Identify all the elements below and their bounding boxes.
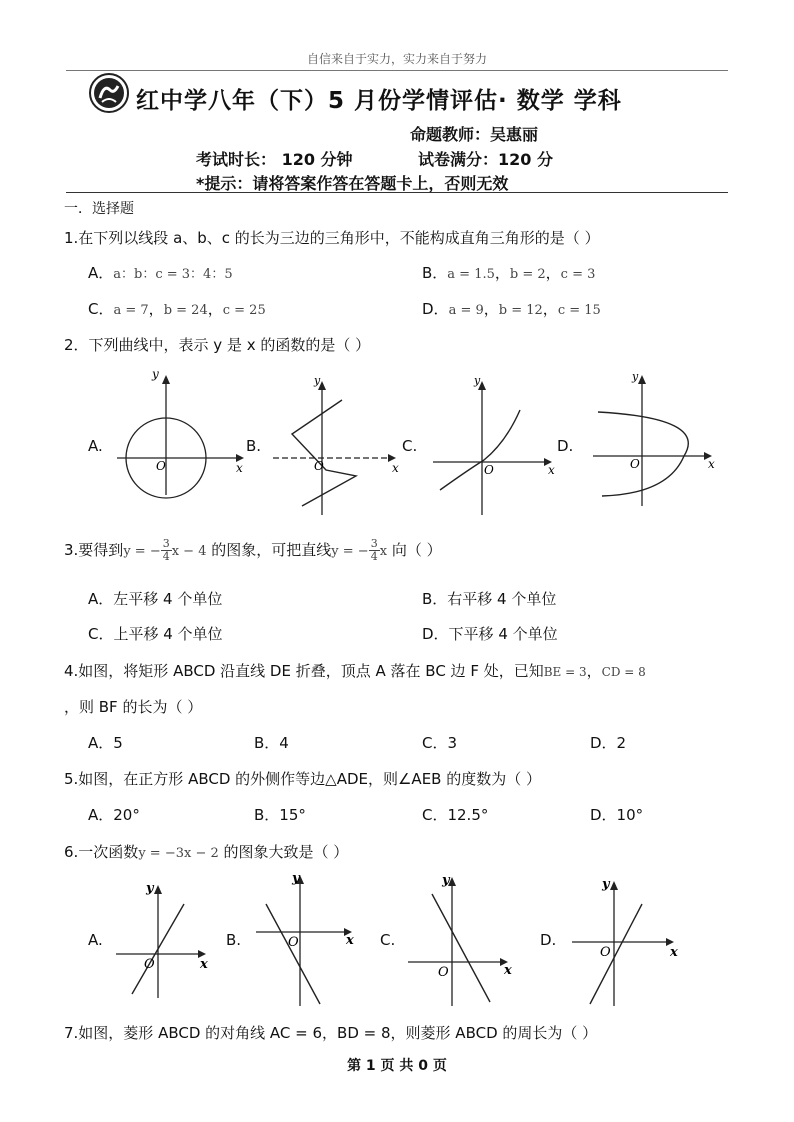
- q4-option-d[interactable]: D．2: [590, 734, 627, 752]
- q3-f2-pre: y = −: [331, 544, 369, 559]
- q2a-x-label: x: [236, 461, 243, 475]
- q5-option-c[interactable]: C．12.5°: [422, 806, 489, 824]
- q1-stem: 1.在下列以线段 a、b、c 的长为三边的三角形中，不能构成直角三角形的是（ ）: [64, 229, 600, 247]
- header-rule: [66, 70, 728, 71]
- q1-c-label: C．: [88, 300, 114, 318]
- q1-d-sep2: ，: [542, 300, 558, 318]
- q3-option-a[interactable]: A．左平移 4 个单位: [88, 590, 223, 608]
- tip: *提示：请将答案作答在答题卡上，否则无效: [196, 174, 509, 193]
- q2b-y-label: y: [314, 374, 321, 387]
- q6-graph-a: [112, 876, 216, 1000]
- q1-b-label: B．: [422, 264, 448, 282]
- q6b-x-label: x: [346, 933, 354, 948]
- header-divider: [66, 192, 728, 193]
- q2-graph-c-curve: [428, 370, 564, 518]
- q3-f1-pre: y = −: [123, 544, 161, 559]
- q1-b-a: a = 1.5: [447, 267, 495, 282]
- q1-option-b[interactable]: [422, 262, 595, 283]
- q2-label-a[interactable]: A.: [88, 437, 103, 455]
- q3-option-c[interactable]: C．上平移 4 个单位: [88, 625, 223, 643]
- q6-graph-b: [252, 870, 364, 1010]
- q6-graph-c: [404, 870, 520, 1010]
- q3-f2-frac: [369, 538, 380, 563]
- motto: 自信来自于实力，实力来自于努力: [306, 52, 487, 66]
- q2b-x-label: x: [392, 461, 399, 475]
- q1-option-d[interactable]: [422, 298, 601, 319]
- q1-d-sep1: ，: [483, 300, 499, 318]
- q1-c-b: b = 24: [163, 303, 208, 318]
- q1-c-sep1: ，: [148, 300, 164, 318]
- q1-c-sep2: ，: [207, 300, 223, 318]
- q6d-origin: O: [600, 945, 611, 960]
- q6a-x-label: x: [200, 957, 208, 972]
- q5-option-a[interactable]: A．20°: [88, 806, 140, 824]
- q3-stem: [64, 538, 442, 563]
- q2a-y-label: y: [152, 370, 159, 381]
- q2-stem: 2．下列曲线中，表示 y 是 x 的函数的是（ ）: [64, 336, 371, 354]
- q6c-origin: O: [438, 965, 449, 980]
- q3-f2-num: 3: [370, 537, 378, 550]
- q2c-origin: O: [484, 463, 494, 477]
- q4-stem-line2: ，则 BF 的长为（ ）: [64, 698, 203, 716]
- q6-pre: 6.一次函数: [64, 843, 139, 861]
- teacher-line: 命题教师：吴惠丽: [410, 125, 539, 144]
- q2-graph-a-circle: [112, 370, 252, 500]
- q4-option-b[interactable]: B．4: [254, 734, 289, 752]
- q1-option-a[interactable]: [88, 262, 233, 283]
- q3-mid: 的图象，可把直线: [211, 541, 332, 559]
- q3-f1-num: 3: [162, 537, 170, 550]
- q6-graph-d: [566, 874, 682, 1010]
- q6-label-c[interactable]: C.: [380, 931, 396, 949]
- q2-label-c[interactable]: C.: [402, 437, 418, 455]
- q2c-y-label: y: [474, 374, 481, 387]
- q6c-y-label: y: [442, 873, 450, 888]
- q2b-origin: O: [314, 459, 324, 473]
- q1-b-b: b = 2: [509, 267, 546, 282]
- q3-f1-post: x − 4: [171, 544, 207, 559]
- q2d-x-label: x: [708, 457, 715, 471]
- q3-post: 向（ ）: [391, 541, 442, 559]
- q4-option-a[interactable]: A．5: [88, 734, 123, 752]
- q3-f2-post: x: [379, 544, 388, 559]
- q2-label-b[interactable]: B.: [246, 437, 262, 455]
- q2d-origin: O: [630, 457, 640, 471]
- q2-graph-d-parabola: [588, 370, 724, 510]
- q1-a-math: a：b：c = 3：4：5: [113, 267, 233, 282]
- q1-option-c[interactable]: [88, 298, 266, 319]
- section-title: 一．选择题: [64, 201, 134, 217]
- q1-d-c: c = 15: [557, 303, 601, 318]
- q4-stem-text: 4.如图，将矩形 ABCD 沿直线 DE 折叠，顶点 A 落在 BC 边 F 处，已知: [64, 662, 544, 680]
- q1-b-c: c = 3: [560, 267, 596, 282]
- q5-stem: 5.如图，在正方形 ABCD 的外侧作等边△ADE，则∠AEB 的度数为（ ）: [64, 770, 541, 788]
- q1-c-a: a = 7: [113, 303, 149, 318]
- q7-stem: 7.如图，菱形 ABCD 的对角线 AC = 6，BD = 8，则菱形 ABCD 的周长为（ ）: [64, 1024, 598, 1042]
- q1-b-sep1: ，: [494, 264, 510, 282]
- q6a-y-label: y: [146, 881, 154, 896]
- q6-label-a[interactable]: A.: [88, 931, 103, 949]
- q4-be: BE = 3: [543, 665, 587, 679]
- q6b-origin: O: [288, 935, 299, 950]
- page-title: 红中学八年（下）5 月份学情评估· 数学 学科: [136, 88, 622, 114]
- q6-post: 的图象大致是（ ）: [223, 843, 349, 861]
- q6-func: y = −3x − 2: [138, 846, 219, 861]
- q6b-y-label: y: [292, 871, 300, 886]
- school-logo: [88, 72, 130, 114]
- q1-b-sep2: ，: [545, 264, 561, 282]
- q6d-y-label: y: [602, 877, 610, 892]
- q6a-origin: O: [144, 957, 155, 972]
- q1-c-c: c = 25: [222, 303, 266, 318]
- q6c-x-label: x: [504, 963, 512, 978]
- duration: 考试时长： 120 分钟: [196, 150, 353, 169]
- q3-f1-den: 4: [162, 550, 170, 563]
- q3-f1-frac: [161, 538, 172, 563]
- q2c-x-label: x: [548, 463, 555, 477]
- q6-label-b[interactable]: B.: [226, 931, 242, 949]
- q4-stem: [64, 660, 646, 681]
- q5-option-d[interactable]: D．10°: [590, 806, 644, 824]
- q6-label-d[interactable]: D.: [540, 931, 557, 949]
- q2d-y-label: y: [632, 370, 639, 383]
- q5-option-b[interactable]: B．15°: [254, 806, 306, 824]
- q3-option-b[interactable]: B．右平移 4 个单位: [422, 590, 557, 608]
- q6-stem: [64, 841, 348, 862]
- q1-d-b: b = 12: [498, 303, 543, 318]
- q3-f2-den: 4: [370, 550, 378, 563]
- page-footer: 第 1 页 共 0 页: [347, 1058, 447, 1074]
- q1-d-a: a = 9: [448, 303, 484, 318]
- q2-label-d[interactable]: D.: [557, 437, 574, 455]
- q4-comma: ，: [586, 662, 602, 680]
- q4-option-c[interactable]: C．3: [422, 734, 458, 752]
- q4-cd: CD = 8: [601, 665, 646, 679]
- q2a-origin: O: [156, 459, 166, 473]
- full-score: 试卷满分：120 分: [418, 150, 553, 169]
- q1-d-label: D．: [422, 300, 449, 318]
- q3-pre: 3.要得到: [64, 541, 124, 559]
- q6d-x-label: x: [670, 945, 678, 960]
- q2-graph-b-zigzag: [268, 370, 408, 518]
- q3-option-d[interactable]: D．下平移 4 个单位: [422, 625, 558, 643]
- q1-a-label: A．: [88, 264, 114, 282]
